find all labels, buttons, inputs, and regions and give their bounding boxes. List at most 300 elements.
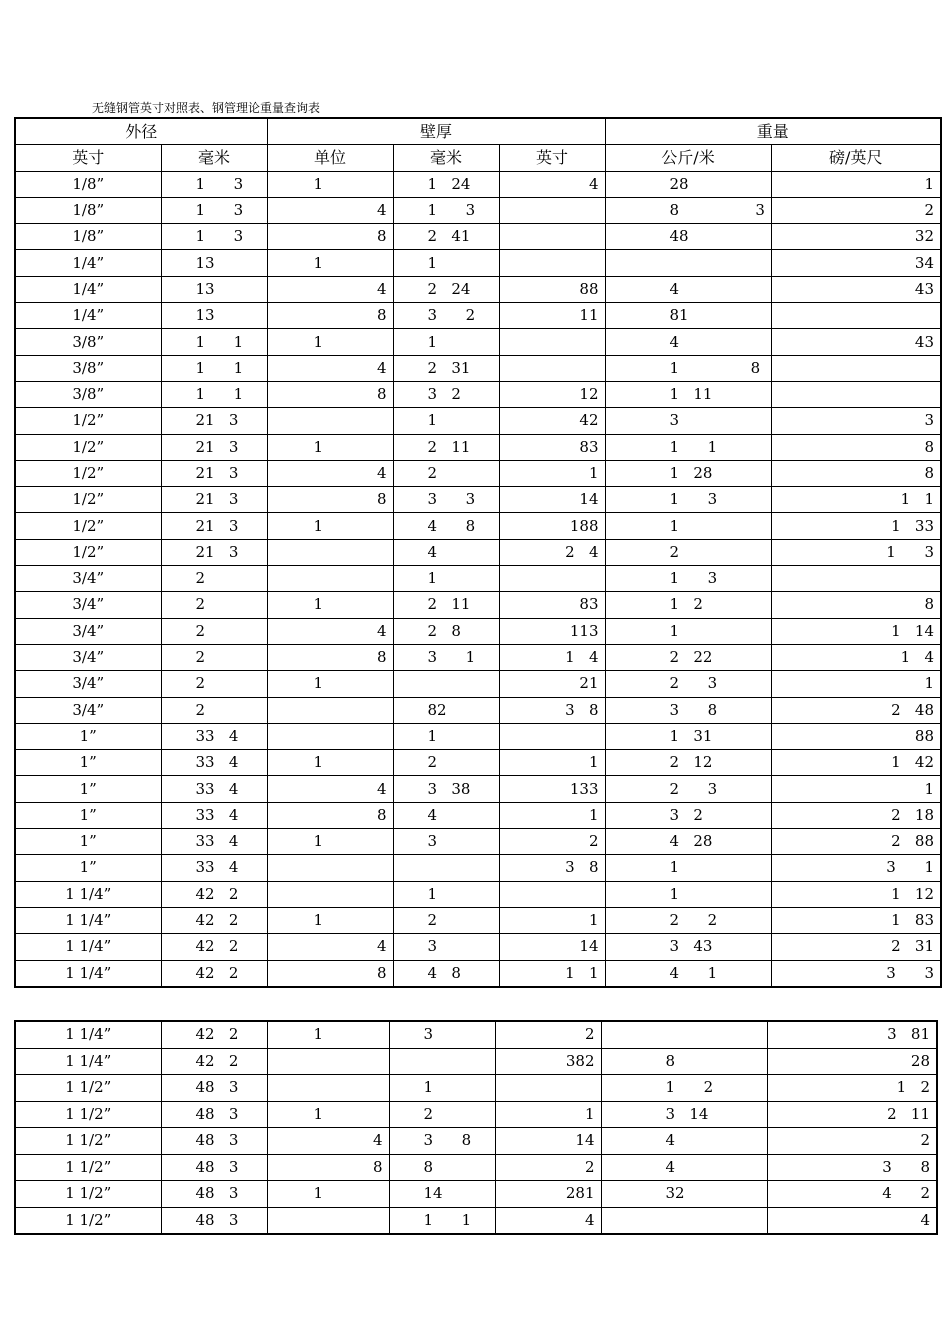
cell-unit: 4 — [267, 460, 393, 486]
cell-kg-per-m: 28 — [605, 171, 771, 197]
cell-wall-inch — [499, 329, 605, 355]
cell-lb-per-ft: 2 31 — [771, 934, 941, 960]
cell-od-mm: 21 3 — [161, 434, 267, 460]
cell-wall-inch: 12 — [499, 381, 605, 407]
cell-unit — [267, 697, 393, 723]
cell-od-inch: 1” — [15, 776, 161, 802]
cell-wall-mm: 3 — [389, 1021, 495, 1048]
cell-kg-per-m: 3 8 — [605, 697, 771, 723]
cell-wall-mm: 2 — [393, 460, 499, 486]
table-row — [15, 776, 941, 802]
table-row — [15, 907, 941, 933]
cell-wall-inch — [499, 723, 605, 749]
cell-wall-inch: 2 — [495, 1021, 601, 1048]
table-row — [15, 855, 941, 881]
cell-od-inch: 1” — [15, 750, 161, 776]
cell-unit: 4 — [267, 276, 393, 302]
cell-od-inch: 1 1/2” — [15, 1181, 161, 1208]
cell-kg-per-m: 4 1 — [605, 960, 771, 987]
cell-unit — [267, 408, 393, 434]
cell-kg-per-m: 2 — [605, 539, 771, 565]
header-outer-diameter: 外径 — [15, 118, 267, 145]
cell-od-mm: 13 — [161, 276, 267, 302]
cell-od-mm: 33 4 — [161, 802, 267, 828]
cell-od-mm: 21 3 — [161, 539, 267, 565]
cell-kg-per-m: 1 3 — [605, 566, 771, 592]
table-row — [15, 592, 941, 618]
cell-lb-per-ft: 1 3 — [771, 539, 941, 565]
cell-wall-mm: 4 8 — [393, 513, 499, 539]
table-row — [15, 250, 941, 276]
cell-unit: 1 — [267, 250, 393, 276]
cell-wall-inch: 21 — [499, 671, 605, 697]
table-row — [15, 934, 941, 960]
cell-unit: 8 — [267, 303, 393, 329]
cell-kg-per-m: 1 11 — [605, 381, 771, 407]
cell-wall-inch: 281 — [495, 1181, 601, 1208]
cell-od-mm: 33 4 — [161, 723, 267, 749]
cell-od-inch: 1 1/2” — [15, 1128, 161, 1155]
col-header-wall-inch: 英寸 — [499, 145, 605, 171]
cell-wall-inch: 14 — [495, 1128, 601, 1155]
cell-wall-inch: 42 — [499, 408, 605, 434]
cell-od-mm: 13 — [161, 303, 267, 329]
cell-unit — [267, 566, 393, 592]
cell-od-inch: 1/2” — [15, 434, 161, 460]
cell-unit: 8 — [267, 224, 393, 250]
cell-wall-inch: 11 — [499, 303, 605, 329]
table-row — [15, 460, 941, 486]
cell-lb-per-ft: 1 2 — [767, 1075, 937, 1102]
cell-od-mm: 42 2 — [161, 907, 267, 933]
cell-wall-mm: 4 — [393, 802, 499, 828]
cell-od-mm: 33 4 — [161, 829, 267, 855]
cell-lb-per-ft: 2 — [771, 197, 941, 223]
cell-wall-mm: 2 24 — [393, 276, 499, 302]
page-title: 无缝钢管英寸对照表、钢管理论重量查询表 — [92, 101, 321, 115]
table-row — [15, 566, 941, 592]
table-row — [15, 224, 941, 250]
cell-lb-per-ft: 2 88 — [771, 829, 941, 855]
table-row — [15, 539, 941, 565]
cell-lb-per-ft: 1 33 — [771, 513, 941, 539]
table-row — [15, 1128, 937, 1155]
cell-od-inch: 1/8” — [15, 197, 161, 223]
cell-od-inch: 1/8” — [15, 171, 161, 197]
table-row — [15, 723, 941, 749]
table-row — [15, 329, 941, 355]
cell-lb-per-ft: 88 — [771, 723, 941, 749]
cell-wall-mm: 1 24 — [393, 171, 499, 197]
cell-kg-per-m: 2 12 — [605, 750, 771, 776]
column-header-row — [15, 145, 941, 171]
table-row — [15, 960, 941, 987]
cell-wall-inch: 14 — [499, 487, 605, 513]
table-row — [15, 197, 941, 223]
cell-lb-per-ft: 4 2 — [767, 1181, 937, 1208]
cell-od-mm: 2 — [161, 697, 267, 723]
cell-unit — [267, 1075, 389, 1102]
cell-wall-inch: 14 — [499, 934, 605, 960]
cell-wall-mm: 2 11 — [393, 434, 499, 460]
cell-lb-per-ft: 8 — [771, 434, 941, 460]
table-row — [15, 355, 941, 381]
cell-lb-per-ft: 43 — [771, 329, 941, 355]
cell-wall-inch: 188 — [499, 513, 605, 539]
cell-wall-mm — [393, 671, 499, 697]
cell-od-mm: 48 3 — [161, 1075, 267, 1102]
cell-lb-per-ft: 28 — [767, 1048, 937, 1075]
cell-od-inch: 3/4” — [15, 644, 161, 670]
cell-lb-per-ft — [771, 381, 941, 407]
cell-wall-mm: 82 — [393, 697, 499, 723]
cell-wall-mm: 3 8 — [389, 1128, 495, 1155]
cell-od-inch: 3/8” — [15, 329, 161, 355]
cell-kg-per-m: 2 2 — [605, 907, 771, 933]
cell-wall-mm: 3 38 — [393, 776, 499, 802]
cell-od-mm: 2 — [161, 566, 267, 592]
table-row — [15, 671, 941, 697]
cell-wall-inch — [499, 355, 605, 381]
cell-lb-per-ft: 8 — [771, 592, 941, 618]
cell-kg-per-m — [601, 1207, 767, 1234]
cell-od-inch: 1/2” — [15, 408, 161, 434]
col-header-inch: 英寸 — [15, 145, 161, 171]
cell-unit: 1 — [267, 513, 393, 539]
cell-od-inch: 3/4” — [15, 566, 161, 592]
cell-wall-inch — [499, 566, 605, 592]
cell-unit: 8 — [267, 960, 393, 987]
steel-pipe-table-continued — [14, 1020, 938, 1235]
cell-lb-per-ft: 8 — [771, 460, 941, 486]
cell-wall-mm: 1 1 — [389, 1207, 495, 1234]
cell-unit: 1 — [267, 329, 393, 355]
cell-unit — [267, 539, 393, 565]
cell-od-inch: 1/4” — [15, 250, 161, 276]
cell-od-inch: 1” — [15, 802, 161, 828]
cell-kg-per-m: 4 — [605, 329, 771, 355]
cell-wall-inch: 1 — [499, 907, 605, 933]
cell-wall-mm: 4 8 — [393, 960, 499, 987]
cell-od-mm: 33 4 — [161, 750, 267, 776]
cell-wall-mm: 1 — [393, 723, 499, 749]
cell-wall-inch: 2 — [499, 829, 605, 855]
cell-kg-per-m: 1 — [605, 855, 771, 881]
table-row — [15, 644, 941, 670]
cell-kg-per-m: 81 — [605, 303, 771, 329]
cell-od-mm: 42 2 — [161, 881, 267, 907]
cell-od-mm: 42 2 — [161, 1021, 267, 1048]
cell-wall-inch: 1 — [499, 750, 605, 776]
cell-kg-per-m: 2 22 — [605, 644, 771, 670]
cell-od-mm: 48 3 — [161, 1101, 267, 1128]
table-row — [15, 1101, 937, 1128]
cell-kg-per-m — [605, 250, 771, 276]
cell-od-mm: 33 4 — [161, 776, 267, 802]
cell-wall-inch: 83 — [499, 592, 605, 618]
cell-kg-per-m: 2 3 — [605, 671, 771, 697]
cell-wall-mm: 1 — [389, 1075, 495, 1102]
cell-wall-inch: 88 — [499, 276, 605, 302]
col-header-kg-per-m: 公斤/米 — [605, 145, 771, 171]
cell-od-inch: 1 1/2” — [15, 1207, 161, 1234]
cell-wall-mm: 1 — [393, 329, 499, 355]
cell-od-inch: 1/2” — [15, 487, 161, 513]
cell-lb-per-ft: 1 83 — [771, 907, 941, 933]
cell-kg-per-m: 1 — [605, 618, 771, 644]
cell-od-mm: 1 1 — [161, 355, 267, 381]
cell-od-inch: 1 1/4” — [15, 1048, 161, 1075]
cell-od-mm: 1 3 — [161, 197, 267, 223]
cell-wall-inch: 3 8 — [499, 697, 605, 723]
cell-wall-inch — [499, 197, 605, 223]
cell-unit: 1 — [267, 171, 393, 197]
cell-kg-per-m: 1 2 — [601, 1075, 767, 1102]
cell-wall-mm — [393, 855, 499, 881]
cell-kg-per-m: 3 43 — [605, 934, 771, 960]
cell-wall-inch: 1 4 — [499, 644, 605, 670]
cell-unit: 1 — [267, 1181, 389, 1208]
cell-od-mm: 1 1 — [161, 381, 267, 407]
col-header-lb-per-ft: 磅/英尺 — [771, 145, 941, 171]
cell-lb-per-ft: 34 — [771, 250, 941, 276]
cell-od-inch: 1 1/4” — [15, 1021, 161, 1048]
cell-lb-per-ft: 1 — [771, 171, 941, 197]
cell-wall-inch — [495, 1075, 601, 1102]
cell-kg-per-m: 3 — [605, 408, 771, 434]
cell-od-inch: 3/4” — [15, 592, 161, 618]
cell-wall-mm: 1 — [393, 250, 499, 276]
col-header-wall-mm: 毫米 — [393, 145, 499, 171]
cell-kg-per-m: 4 — [605, 276, 771, 302]
cell-od-mm: 1 3 — [161, 224, 267, 250]
cell-wall-mm: 14 — [389, 1181, 495, 1208]
cell-od-mm: 33 4 — [161, 855, 267, 881]
cell-unit: 8 — [267, 802, 393, 828]
table-row — [15, 1181, 937, 1208]
cell-od-inch: 1” — [15, 829, 161, 855]
cell-od-inch: 3/4” — [15, 618, 161, 644]
cell-wall-inch: 113 — [499, 618, 605, 644]
cell-wall-mm: 1 — [393, 408, 499, 434]
table-row — [15, 829, 941, 855]
table-row — [15, 408, 941, 434]
cell-lb-per-ft: 3 8 — [767, 1154, 937, 1181]
cell-od-inch: 1/8” — [15, 224, 161, 250]
cell-lb-per-ft: 43 — [771, 276, 941, 302]
table-row — [15, 276, 941, 302]
cell-kg-per-m: 1 1 — [605, 434, 771, 460]
cell-kg-per-m: 8 3 — [605, 197, 771, 223]
cell-wall-mm: 1 — [393, 566, 499, 592]
cell-wall-mm: 3 — [393, 829, 499, 855]
cell-wall-mm: 3 2 — [393, 303, 499, 329]
table-row — [15, 802, 941, 828]
cell-lb-per-ft: 3 81 — [767, 1021, 937, 1048]
cell-wall-mm: 3 3 — [393, 487, 499, 513]
cell-wall-mm: 8 — [389, 1154, 495, 1181]
cell-kg-per-m: 1 — [605, 513, 771, 539]
cell-od-inch: 1/4” — [15, 303, 161, 329]
cell-od-mm: 21 3 — [161, 460, 267, 486]
cell-wall-inch: 3 8 — [499, 855, 605, 881]
cell-wall-mm: 2 — [393, 750, 499, 776]
cell-lb-per-ft: 3 — [771, 408, 941, 434]
cell-od-inch: 3/4” — [15, 697, 161, 723]
cell-wall-mm: 2 41 — [393, 224, 499, 250]
cell-wall-mm: 2 11 — [393, 592, 499, 618]
cell-od-mm: 48 3 — [161, 1207, 267, 1234]
cell-od-inch: 1” — [15, 855, 161, 881]
cell-unit: 8 — [267, 381, 393, 407]
cell-lb-per-ft — [771, 355, 941, 381]
cell-od-mm: 48 3 — [161, 1181, 267, 1208]
cell-kg-per-m: 3 2 — [605, 802, 771, 828]
table-row — [15, 881, 941, 907]
cell-od-inch: 1 1/4” — [15, 907, 161, 933]
cell-lb-per-ft: 2 — [767, 1128, 937, 1155]
cell-wall-mm — [389, 1048, 495, 1075]
cell-lb-per-ft: 32 — [771, 224, 941, 250]
cell-od-inch: 3/8” — [15, 381, 161, 407]
cell-wall-inch: 2 — [495, 1154, 601, 1181]
cell-wall-mm: 2 — [389, 1101, 495, 1128]
cell-wall-inch: 382 — [495, 1048, 601, 1075]
cell-lb-per-ft: 1 14 — [771, 618, 941, 644]
table-row — [15, 1154, 937, 1181]
cell-od-mm: 1 3 — [161, 171, 267, 197]
cell-kg-per-m: 32 — [601, 1181, 767, 1208]
cell-wall-mm: 4 — [393, 539, 499, 565]
table-row — [15, 171, 941, 197]
cell-wall-inch: 4 — [495, 1207, 601, 1234]
cell-od-mm: 48 3 — [161, 1154, 267, 1181]
cell-wall-mm: 1 — [393, 881, 499, 907]
table-row — [15, 697, 941, 723]
cell-kg-per-m: 2 3 — [605, 776, 771, 802]
cell-od-mm: 21 3 — [161, 408, 267, 434]
cell-lb-per-ft — [771, 566, 941, 592]
cell-od-inch: 1 1/4” — [15, 934, 161, 960]
table-row — [15, 487, 941, 513]
cell-kg-per-m: 3 14 — [601, 1101, 767, 1128]
cell-wall-inch: 2 4 — [499, 539, 605, 565]
cell-wall-inch: 83 — [499, 434, 605, 460]
cell-od-inch: 1 1/2” — [15, 1154, 161, 1181]
cell-od-mm: 2 — [161, 644, 267, 670]
cell-kg-per-m: 1 2 — [605, 592, 771, 618]
table-row — [15, 513, 941, 539]
cell-lb-per-ft: 2 11 — [767, 1101, 937, 1128]
cell-od-mm: 1 1 — [161, 329, 267, 355]
cell-lb-per-ft: 1 — [771, 671, 941, 697]
cell-wall-inch: 4 — [499, 171, 605, 197]
cell-wall-mm: 3 2 — [393, 381, 499, 407]
col-header-unit: 单位 — [267, 145, 393, 171]
cell-unit: 1 — [267, 671, 393, 697]
cell-od-inch: 1 1/4” — [15, 960, 161, 987]
cell-unit: 1 — [267, 592, 393, 618]
cell-unit: 1 — [267, 829, 393, 855]
cell-wall-inch: 1 — [499, 460, 605, 486]
cell-od-inch: 1 1/4” — [15, 881, 161, 907]
cell-lb-per-ft: 1 4 — [771, 644, 941, 670]
cell-od-mm: 42 2 — [161, 1048, 267, 1075]
cell-unit: 4 — [267, 776, 393, 802]
cell-lb-per-ft: 1 12 — [771, 881, 941, 907]
cell-unit — [267, 723, 393, 749]
cell-lb-per-ft: 1 42 — [771, 750, 941, 776]
table-row — [15, 618, 941, 644]
table-row — [15, 303, 941, 329]
cell-od-mm: 2 — [161, 592, 267, 618]
table-row — [15, 434, 941, 460]
cell-kg-per-m: 48 — [605, 224, 771, 250]
cell-od-inch: 3/4” — [15, 671, 161, 697]
cell-kg-per-m: 4 28 — [605, 829, 771, 855]
cell-lb-per-ft: 3 3 — [771, 960, 941, 987]
cell-od-inch: 1/2” — [15, 513, 161, 539]
cell-kg-per-m — [601, 1021, 767, 1048]
cell-unit — [267, 1207, 389, 1234]
cell-wall-inch: 1 1 — [499, 960, 605, 987]
table-row — [15, 1048, 937, 1075]
cell-od-mm: 21 3 — [161, 513, 267, 539]
cell-wall-inch — [499, 250, 605, 276]
cell-unit: 4 — [267, 1128, 389, 1155]
table-row — [15, 381, 941, 407]
cell-lb-per-ft — [771, 303, 941, 329]
cell-unit: 8 — [267, 1154, 389, 1181]
cell-lb-per-ft: 2 48 — [771, 697, 941, 723]
cell-wall-inch — [499, 881, 605, 907]
cell-od-mm: 48 3 — [161, 1128, 267, 1155]
cell-od-inch: 1/4” — [15, 276, 161, 302]
cell-od-mm: 21 3 — [161, 487, 267, 513]
cell-unit: 4 — [267, 197, 393, 223]
cell-unit: 1 — [267, 1021, 389, 1048]
cell-lb-per-ft: 2 18 — [771, 802, 941, 828]
cell-kg-per-m: 4 — [601, 1128, 767, 1155]
col-header-mm: 毫米 — [161, 145, 267, 171]
cell-unit — [267, 855, 393, 881]
cell-unit — [267, 881, 393, 907]
cell-unit: 4 — [267, 618, 393, 644]
cell-wall-mm: 2 8 — [393, 618, 499, 644]
cell-wall-inch: 1 — [499, 802, 605, 828]
cell-od-inch: 1/2” — [15, 539, 161, 565]
table-row — [15, 1021, 937, 1048]
header-weight: 重量 — [605, 118, 941, 145]
cell-od-mm: 13 — [161, 250, 267, 276]
table-row — [15, 1075, 937, 1102]
cell-kg-per-m: 1 28 — [605, 460, 771, 486]
cell-wall-inch — [499, 224, 605, 250]
cell-kg-per-m: 1 3 — [605, 487, 771, 513]
cell-od-mm: 42 2 — [161, 960, 267, 987]
cell-od-mm: 2 — [161, 618, 267, 644]
cell-kg-per-m: 1 8 — [605, 355, 771, 381]
cell-wall-inch: 133 — [499, 776, 605, 802]
cell-unit: 1 — [267, 1101, 389, 1128]
cell-od-inch: 3/8” — [15, 355, 161, 381]
table-row — [15, 750, 941, 776]
cell-lb-per-ft: 3 1 — [771, 855, 941, 881]
header-wall-thickness: 壁厚 — [267, 118, 605, 145]
cell-wall-mm: 3 1 — [393, 644, 499, 670]
cell-od-inch: 1 1/2” — [15, 1101, 161, 1128]
cell-lb-per-ft: 1 — [771, 776, 941, 802]
